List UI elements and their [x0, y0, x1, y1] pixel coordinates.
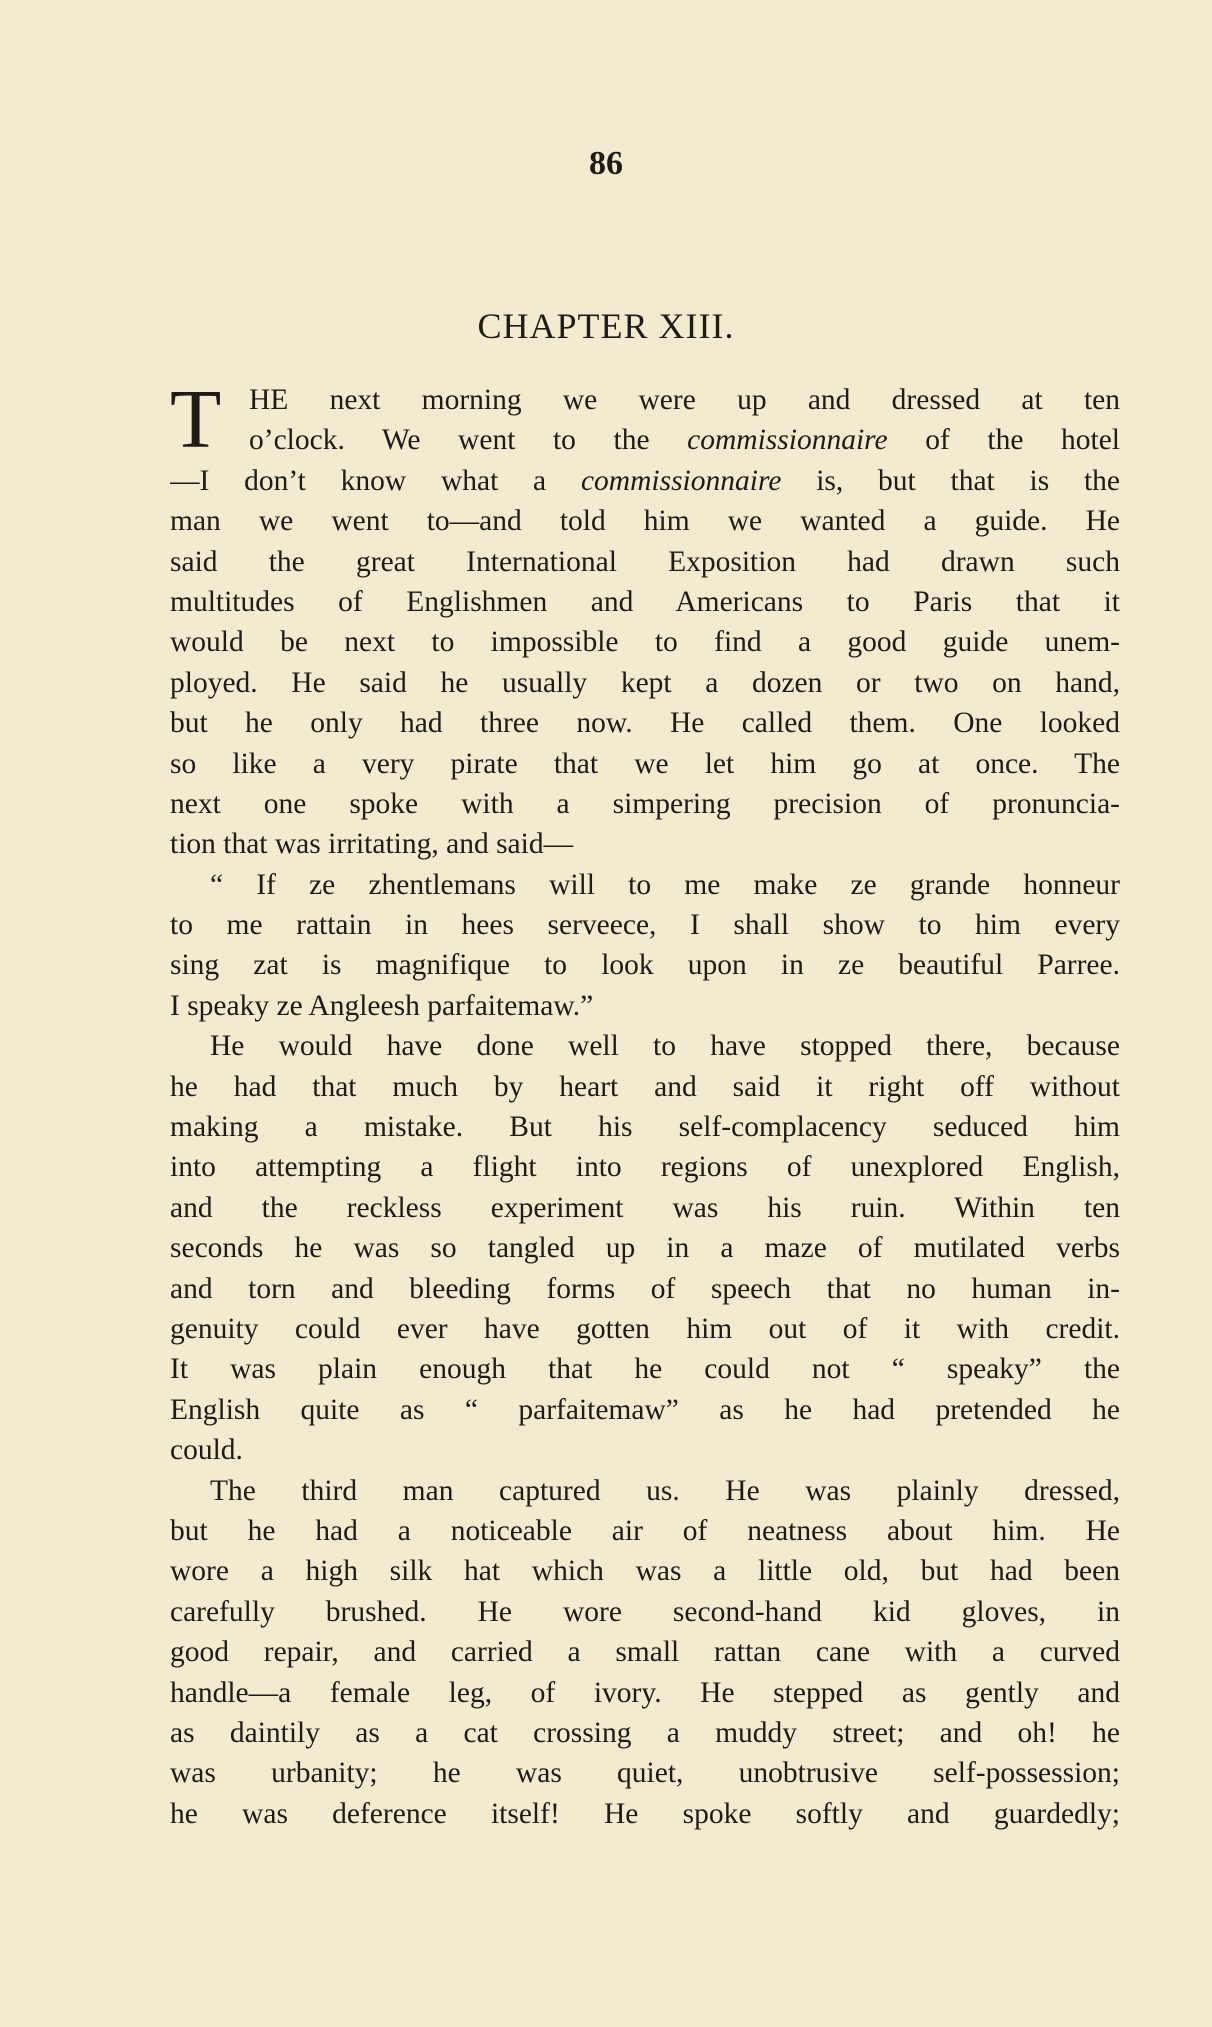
text-line: handle—a female leg, of ivory. He stepped as gently and	[170, 1676, 1120, 1709]
text-line: —I don’t know what a commissionnaire is, but that is the	[170, 464, 1120, 497]
text-line: carefully brushed. He wore second-hand kid gloves, in	[170, 1595, 1120, 1628]
text-line: could.	[170, 1434, 243, 1467]
text-line: making a mistake. But his self-complacency seduced him	[170, 1111, 1120, 1144]
text-line: I speaky ze Angleesh parfaitemaw.”	[170, 989, 594, 1022]
text-line: He would have done well to have stopped there, because	[210, 1030, 1120, 1063]
chapter-title: CHAPTER XIII.	[477, 306, 735, 346]
text-line: and torn and bleeding forms of speech that no human in-	[170, 1272, 1120, 1305]
text-line: multitudes of Englishmen and Americans to Paris that it	[170, 585, 1120, 618]
text-line: but he only had three now. He called them. One looked	[170, 707, 1120, 740]
text-line: he was deference itself! He spoke softly and guardedly;	[170, 1797, 1120, 1830]
page-number: 86	[589, 145, 623, 182]
italic-term: commissionnaire	[687, 424, 888, 457]
text-line: o’clock. We went to the commissionnaire of the hotel	[249, 424, 1120, 457]
text-line: would be next to impossible to find a good guide unem-	[170, 626, 1120, 659]
text-line: wore a high silk hat which was a little old, but had been	[170, 1555, 1120, 1588]
text-line: tion that was irritating, and said—	[170, 828, 574, 861]
drop-cap: T	[170, 373, 222, 466]
text-line: seconds he was so tangled up in a maze of mutilated verbs	[170, 1232, 1120, 1265]
text-line: he had that much by heart and said it right off without	[170, 1070, 1120, 1103]
text-line: said the great International Exposition had drawn such	[170, 545, 1120, 578]
opening-paragraph-start	[170, 373, 1120, 466]
text-line: as daintily as a cat crossing a muddy street; and oh! he	[170, 1716, 1120, 1749]
text-line: good repair, and carried a small rattan cane with a curved	[170, 1636, 1120, 1669]
text-line: but he had a noticeable air of neatness about him. He	[170, 1514, 1120, 1547]
italic-term: commissionnaire	[580, 464, 782, 497]
text-line: sing zat is magnifique to look upon in ze beautiful Parree.	[170, 949, 1120, 982]
text-line: into attempting a flight into regions of unexplored English,	[170, 1151, 1120, 1184]
text-line: genuity could ever have gotten him out of it with credit.	[170, 1312, 1120, 1345]
text-line: was urbanity; he was quiet, unobtrusive self-possession;	[170, 1757, 1120, 1790]
text-line: ployed. He said he usually kept a dozen or two on hand,	[170, 666, 1120, 699]
text-line: HE next morning we were up and dressed at ten	[249, 384, 1120, 416]
text-line: so like a very pirate that we let him go at once. The	[170, 747, 1120, 780]
body-text	[170, 373, 1120, 1834]
text-line: The third man captured us. He was plainly dressed,	[210, 1474, 1120, 1507]
text-line: next one spoke with a simpering precision of pronuncia-	[170, 787, 1120, 820]
text-line: to me rattain in hees serveece, I shall show to him every	[170, 909, 1120, 942]
text-line: “ If ze zhentlemans will to me make ze grande honneur	[210, 868, 1120, 901]
text-line: man we went to—and told him we wanted a guide. He	[170, 505, 1120, 538]
text-line: and the reckless experiment was his ruin. Within ten	[170, 1191, 1120, 1224]
text-line: It was plain enough that he could not “ speaky” the	[170, 1353, 1120, 1386]
text-line: English quite as “ parfaitemaw” as he had pretended he	[170, 1393, 1120, 1426]
